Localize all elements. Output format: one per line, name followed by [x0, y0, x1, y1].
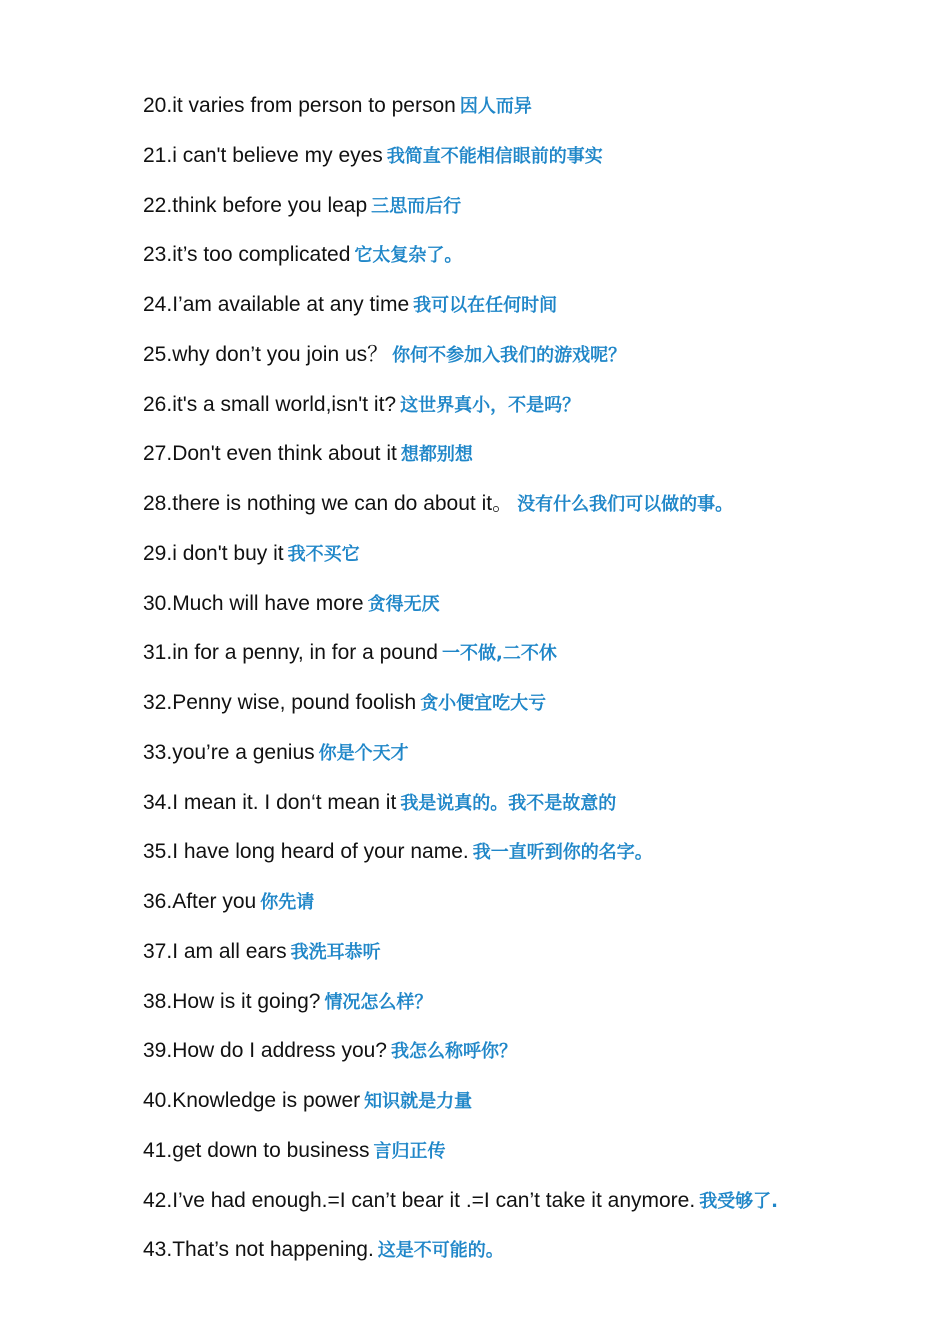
- english-phrase: 31.in for a penny, in for a pound: [143, 641, 438, 665]
- phrase-row: [143, 139, 933, 189]
- chinese-translation: 你先请: [260, 892, 315, 913]
- chinese-translation: 我是说真的。我不是故意的: [400, 792, 617, 814]
- phrase-row: [143, 985, 933, 1035]
- phrase-row: [143, 437, 933, 487]
- chinese-translation: 我洗耳恭听: [290, 941, 381, 963]
- phrase-list: [143, 89, 933, 1283]
- phrase-row: [143, 736, 933, 786]
- chinese-translation: 这是不可能的。: [377, 1240, 504, 1262]
- chinese-translation: 你何不参加入我们的游戏呢？: [392, 344, 627, 366]
- english-phrase: 25.why don’t you join us？: [143, 342, 389, 366]
- chinese-translation: 我受够了.: [699, 1190, 779, 1212]
- phrase-row: [143, 288, 933, 338]
- phrase-row: [143, 935, 933, 985]
- english-phrase: 29.i don't buy it: [143, 541, 284, 565]
- chinese-translation: 没有什么我们可以做的事。: [517, 494, 734, 515]
- phrase-row: [143, 338, 933, 388]
- english-phrase: 30.Much will have more: [143, 591, 364, 615]
- chinese-translation: 贪得无厌: [367, 593, 440, 615]
- phrase-row: [143, 786, 933, 836]
- phrase-row: [143, 1184, 933, 1234]
- english-phrase: 40.Knowledge is power: [143, 1089, 361, 1112]
- english-phrase: 28.there is nothing we can do about it。: [143, 492, 514, 515]
- english-phrase: 21.i can't believe my eyes: [143, 143, 383, 167]
- phrase-row: [143, 189, 933, 239]
- chinese-translation: 它太复杂了。: [354, 245, 463, 267]
- phrase-row: [143, 1034, 933, 1084]
- english-phrase: 27.Don't even think about it: [143, 442, 397, 466]
- english-phrase: 26.it's a small world,isn't it?: [143, 392, 397, 416]
- phrase-row: [143, 238, 933, 288]
- chinese-translation: 三思而后行: [371, 195, 462, 217]
- chinese-translation: 想都别想: [400, 444, 473, 466]
- english-phrase: 42.I’ve had enough.=I can’t bear it .=I can’t take it anymore.: [143, 1188, 696, 1212]
- chinese-translation: 我怎么称呼你？: [390, 1041, 517, 1063]
- chinese-translation: 因人而异: [459, 96, 532, 117]
- english-phrase: 32.Penny wise, pound foolish: [143, 691, 417, 714]
- chinese-translation: 我简直不能相信眼前的事实: [386, 145, 603, 167]
- phrase-row: [143, 537, 933, 587]
- phrase-row: [143, 686, 933, 736]
- chinese-translation: 言归正传: [373, 1140, 446, 1162]
- phrase-row: [143, 388, 933, 438]
- chinese-translation: 你是个天才: [318, 742, 409, 764]
- english-phrase: 36.After you: [143, 890, 257, 913]
- english-phrase: 38.How is it going?: [143, 989, 321, 1013]
- english-phrase: 37.I am all ears: [143, 939, 287, 963]
- english-phrase: 35.I have long heard of your name.: [143, 840, 469, 864]
- chinese-translation: 知识就是力量: [364, 1091, 473, 1112]
- english-phrase: 41.get down to business: [143, 1138, 370, 1162]
- english-phrase: 43.That’s not happening.: [143, 1238, 374, 1262]
- english-phrase: 33.you’re a genius: [143, 740, 315, 764]
- phrase-row: [143, 636, 933, 686]
- phrase-row: [143, 587, 933, 637]
- phrase-row: [143, 487, 933, 537]
- chinese-translation: 这世界真小，不是吗？: [400, 394, 581, 416]
- chinese-translation: 贪小便宜吃大亏: [420, 693, 547, 714]
- english-phrase: 39.How do I address you?: [143, 1039, 387, 1063]
- chinese-translation: 我可以在任何时间: [413, 295, 558, 316]
- chinese-translation: 一不做,二不休: [441, 643, 557, 665]
- phrase-row: [143, 89, 933, 139]
- english-phrase: 22.think before you leap: [143, 193, 368, 217]
- english-phrase: 24.I’am available at any time: [143, 293, 410, 316]
- chinese-translation: 我不买它: [287, 543, 360, 565]
- english-phrase: 23.it’s too complicated: [143, 243, 351, 267]
- chinese-translation: 我一直听到你的名字。: [472, 842, 653, 864]
- phrase-row: [143, 835, 933, 885]
- phrase-row: [143, 1134, 933, 1184]
- phrase-row: [143, 885, 933, 935]
- english-phrase: 20.it varies from person to person: [143, 94, 456, 117]
- phrase-row: [143, 1233, 933, 1283]
- chinese-translation: 情况怎么样？: [324, 991, 433, 1013]
- english-phrase: 34.I mean it. I don‘t mean it: [143, 790, 397, 814]
- phrase-row: [143, 1084, 933, 1134]
